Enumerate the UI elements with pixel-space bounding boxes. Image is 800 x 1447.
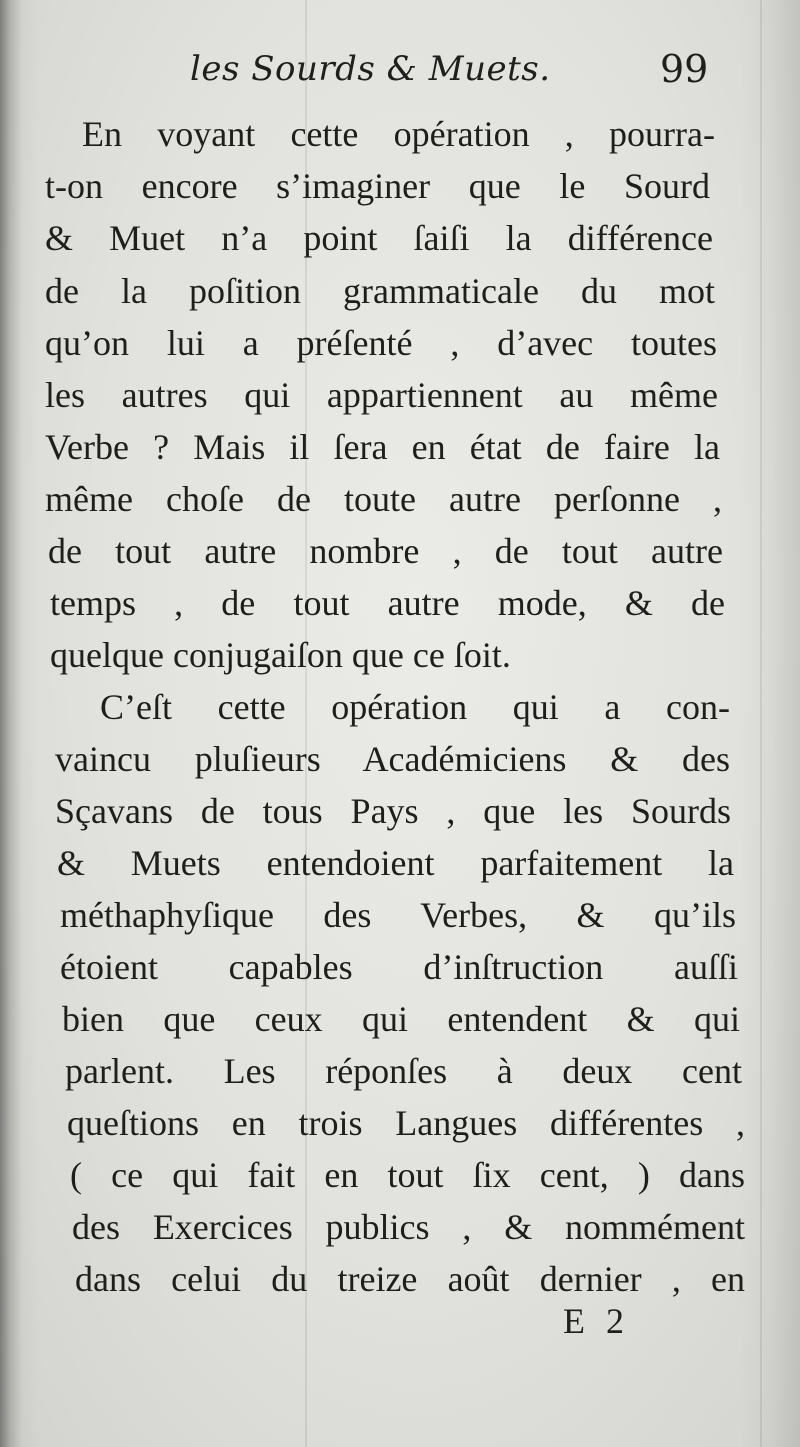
text-line: & Muet n’a point ſaiſi la différence (45, 218, 713, 258)
text-line: les autres qui appartiennent au même (45, 375, 718, 415)
text-line: des Exercices publics , & nommément (72, 1207, 745, 1247)
signature-mark: E 2 (563, 1301, 630, 1341)
page-number: 99 (660, 47, 709, 91)
text-line: même choſe de toute autre perſonne , (45, 479, 722, 519)
text-line: ( ce qui fait en tout ſix cent, ) dans (70, 1155, 745, 1195)
text-line: Sçavans de tous Pays , que les Sourds (55, 791, 731, 831)
text-line: bien que ceux qui entendent & qui (62, 999, 740, 1039)
page-header (0, 45, 800, 105)
text-line: qu’on lui a préſenté , d’avec toutes (45, 323, 717, 363)
text-line: dans celui du treize août dernier , en (75, 1259, 745, 1299)
text-line: quelque conjugaiſon que ce ſoit. (50, 635, 511, 675)
running-title: les Sourds & Muets. (190, 49, 551, 89)
text-line: méthaphyſique des Verbes, & qu’ils (60, 895, 736, 935)
text-line: temps , de tout autre mode, & de (50, 583, 725, 623)
show-through-line (760, 0, 762, 1447)
text-line: Verbe ? Mais il ſera en état de faire la (45, 427, 720, 467)
text-line: & Muets entendoient parfaitement la (57, 843, 734, 883)
text-line: étoient capables d’inſtruction auſſi (60, 947, 738, 987)
text-line: parlent. Les réponſes à deux cent (65, 1051, 742, 1091)
text-line: En voyant cette opération , pourra- (82, 114, 715, 154)
text-line: vaincu pluſieurs Académiciens & des (55, 739, 730, 779)
text-line: de la poſition grammaticale du mot (45, 271, 715, 311)
text-line: de tout autre nombre , de tout autre (48, 531, 723, 571)
text-line: C’eſt cette opération qui a con- (100, 687, 730, 727)
text-line: t-on encore s’imaginer que le Sourd (45, 166, 710, 206)
text-line: queſtions en trois Langues différentes , (67, 1103, 745, 1143)
